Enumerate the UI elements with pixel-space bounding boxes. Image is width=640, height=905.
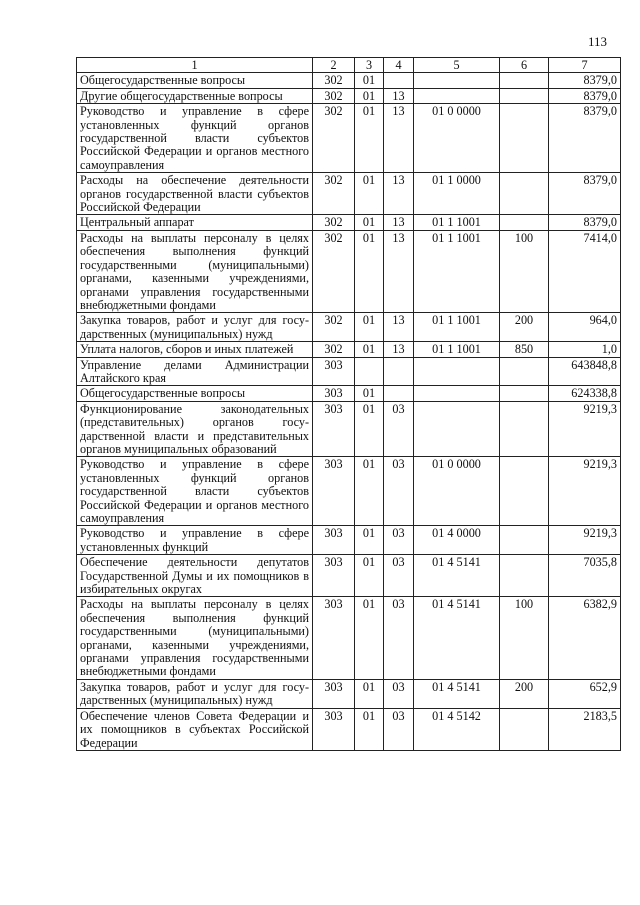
cell-amount: 1,0 (549, 342, 621, 357)
cell-target-code: 01 4 5141 (414, 597, 500, 679)
cell-ministry-code: 303 (313, 401, 355, 457)
cell-section-code: 01 (355, 173, 384, 215)
cell-expense-type: 200 (500, 679, 549, 708)
cell-expense-type: 100 (500, 230, 549, 312)
cell-target-code: 01 4 0000 (414, 526, 500, 555)
cell-name: Расходы на выплаты персоналу в целях обеспечения выполнения функций государственными (муниципальными) органами, казенными учреждениями, органами управления государственными внебюджетными фондами (77, 230, 313, 312)
cell-section-code: 01 (355, 401, 384, 457)
cell-expense-type (500, 173, 549, 215)
column-header: 3 (355, 58, 384, 73)
cell-ministry-code: 303 (313, 357, 355, 386)
cell-subsection-code: 13 (384, 104, 414, 173)
cell-subsection-code: 03 (384, 597, 414, 679)
table-row (77, 679, 621, 708)
cell-expense-type (500, 526, 549, 555)
cell-amount: 8379,0 (549, 73, 621, 88)
cell-expense-type: 850 (500, 342, 549, 357)
cell-section-code: 01 (355, 342, 384, 357)
cell-name: Расходы на выплаты персоналу в целях обеспечения выполнения функций государственными (муниципальными) органами, казенными учреждениями, органами управления государственными внебюджетными фондами (77, 597, 313, 679)
cell-section-code: 01 (355, 386, 384, 401)
cell-expense-type (500, 457, 549, 526)
cell-section-code: 01 (355, 708, 384, 750)
cell-section-code: 01 (355, 457, 384, 526)
column-header: 7 (549, 58, 621, 73)
cell-name: Уплата налогов, сборов и иных платежей (77, 342, 313, 357)
cell-target-code (414, 88, 500, 103)
cell-expense-type (500, 73, 549, 88)
cell-name: Другие общегосударственные вопросы (77, 88, 313, 103)
cell-amount: 7414,0 (549, 230, 621, 312)
cell-subsection-code: 13 (384, 215, 414, 230)
cell-section-code: 01 (355, 104, 384, 173)
cell-section-code: 01 (355, 555, 384, 597)
table-row (77, 597, 621, 679)
cell-expense-type (500, 708, 549, 750)
cell-section-code: 01 (355, 679, 384, 708)
table-row (77, 401, 621, 457)
cell-subsection-code: 03 (384, 401, 414, 457)
cell-amount: 652,9 (549, 679, 621, 708)
cell-subsection-code (384, 386, 414, 401)
cell-amount: 8379,0 (549, 88, 621, 103)
cell-target-code: 01 1 1001 (414, 215, 500, 230)
cell-expense-type: 200 (500, 313, 549, 342)
cell-ministry-code: 303 (313, 526, 355, 555)
cell-expense-type (500, 555, 549, 597)
cell-target-code: 01 1 0000 (414, 173, 500, 215)
cell-target-code: 01 0 0000 (414, 457, 500, 526)
cell-target-code: 01 1 1001 (414, 342, 500, 357)
cell-subsection-code: 13 (384, 230, 414, 312)
cell-section-code: 01 (355, 597, 384, 679)
table-row (77, 555, 621, 597)
cell-target-code: 01 4 5141 (414, 679, 500, 708)
cell-ministry-code: 303 (313, 679, 355, 708)
cell-ministry-code: 302 (313, 230, 355, 312)
cell-amount: 9219,3 (549, 526, 621, 555)
cell-subsection-code (384, 73, 414, 88)
cell-expense-type (500, 386, 549, 401)
cell-section-code: 01 (355, 73, 384, 88)
cell-target-code: 01 0 0000 (414, 104, 500, 173)
cell-ministry-code: 303 (313, 708, 355, 750)
cell-section-code: 01 (355, 313, 384, 342)
cell-subsection-code: 13 (384, 173, 414, 215)
table-row (77, 215, 621, 230)
cell-amount: 2183,5 (549, 708, 621, 750)
cell-subsection-code: 13 (384, 313, 414, 342)
column-header: 4 (384, 58, 414, 73)
table-row (77, 708, 621, 750)
cell-amount: 8379,0 (549, 104, 621, 173)
cell-section-code: 01 (355, 230, 384, 312)
cell-name: Обеспечение членов Совета Федерации и их помощников в субъектах Российской Федерации (77, 708, 313, 750)
cell-amount: 7035,8 (549, 555, 621, 597)
cell-target-code: 01 4 5141 (414, 555, 500, 597)
table-row (77, 386, 621, 401)
cell-name: Закупка товаров, работ и услуг для государственных (муниципальных) нужд (77, 313, 313, 342)
cell-target-code (414, 386, 500, 401)
cell-section-code: 01 (355, 88, 384, 103)
cell-subsection-code: 03 (384, 679, 414, 708)
cell-target-code: 01 1 1001 (414, 313, 500, 342)
cell-name: Общегосударственные вопросы (77, 386, 313, 401)
cell-expense-type (500, 88, 549, 103)
cell-name: Управление делами Администрации Алтайского края (77, 357, 313, 386)
cell-name: Центральный аппарат (77, 215, 313, 230)
table-row (77, 104, 621, 173)
cell-amount: 964,0 (549, 313, 621, 342)
cell-amount: 8379,0 (549, 173, 621, 215)
cell-name: Общегосударственные вопросы (77, 73, 313, 88)
cell-subsection-code: 03 (384, 457, 414, 526)
cell-expense-type (500, 104, 549, 173)
column-header: 6 (500, 58, 549, 73)
cell-ministry-code: 302 (313, 73, 355, 88)
cell-subsection-code: 03 (384, 526, 414, 555)
table-row (77, 230, 621, 312)
cell-name: Руководство и управление в сфере установленных функций (77, 526, 313, 555)
column-header: 2 (313, 58, 355, 73)
cell-name: Функционирование законодательных (представительных) органов государственной власти и представительных органов муниципальных образований (77, 401, 313, 457)
table-row (77, 173, 621, 215)
table-row (77, 357, 621, 386)
cell-expense-type (500, 215, 549, 230)
cell-section-code: 01 (355, 526, 384, 555)
table-row (77, 88, 621, 103)
column-header: 5 (414, 58, 500, 73)
column-header: 1 (77, 58, 313, 73)
cell-target-code (414, 357, 500, 386)
cell-amount: 6382,9 (549, 597, 621, 679)
table-row (77, 457, 621, 526)
cell-ministry-code: 302 (313, 88, 355, 103)
page-number: 113 (588, 34, 608, 49)
cell-amount: 624338,8 (549, 386, 621, 401)
cell-ministry-code: 303 (313, 457, 355, 526)
cell-ministry-code: 302 (313, 313, 355, 342)
cell-section-code (355, 357, 384, 386)
cell-ministry-code: 302 (313, 342, 355, 357)
cell-subsection-code (384, 357, 414, 386)
budget-table (76, 57, 621, 751)
cell-subsection-code: 13 (384, 88, 414, 103)
cell-section-code: 01 (355, 215, 384, 230)
table-row (77, 342, 621, 357)
table-header-row (77, 58, 621, 73)
cell-subsection-code: 03 (384, 555, 414, 597)
cell-ministry-code: 303 (313, 597, 355, 679)
cell-name: Обеспечение деятельности депутатов Государственной Думы и их помощников в избирательных округах (77, 555, 313, 597)
cell-expense-type: 100 (500, 597, 549, 679)
cell-target-code: 01 4 5142 (414, 708, 500, 750)
cell-name: Руководство и управление в сфере установленных функций органов государственной власти субъектов Российской Федерации и органов местного самоуправления (77, 457, 313, 526)
cell-amount: 8379,0 (549, 215, 621, 230)
cell-ministry-code: 302 (313, 173, 355, 215)
table-row (77, 313, 621, 342)
cell-ministry-code: 303 (313, 386, 355, 401)
cell-subsection-code: 03 (384, 708, 414, 750)
cell-amount: 9219,3 (549, 457, 621, 526)
cell-target-code: 01 1 1001 (414, 230, 500, 312)
cell-amount: 643848,8 (549, 357, 621, 386)
cell-subsection-code: 13 (384, 342, 414, 357)
cell-ministry-code: 302 (313, 104, 355, 173)
cell-target-code (414, 73, 500, 88)
cell-target-code (414, 401, 500, 457)
cell-ministry-code: 302 (313, 215, 355, 230)
cell-name: Закупка товаров, работ и услуг для государственных (муниципальных) нужд (77, 679, 313, 708)
table-row (77, 526, 621, 555)
cell-ministry-code: 303 (313, 555, 355, 597)
cell-expense-type (500, 357, 549, 386)
cell-expense-type (500, 401, 549, 457)
cell-name: Расходы на обеспечение деятельности органов государственной власти субъектов Российской Федерации (77, 173, 313, 215)
cell-amount: 9219,3 (549, 401, 621, 457)
cell-name: Руководство и управление в сфере установленных функций органов государственной власти субъектов Российской Федерации и органов местного самоуправления (77, 104, 313, 173)
table-row (77, 73, 621, 88)
